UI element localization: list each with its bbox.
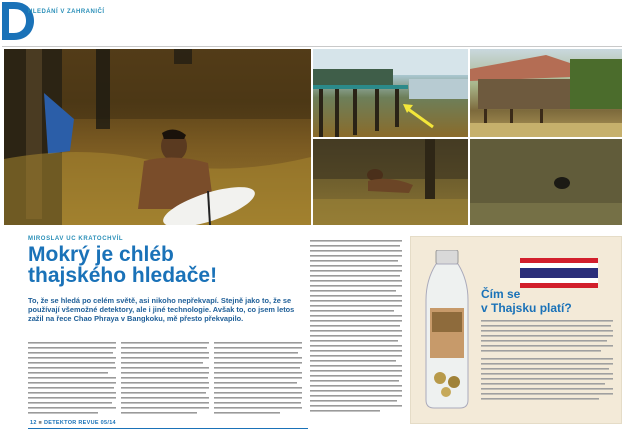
- publication-name: DETEKTOR REVUE 05/14: [44, 420, 116, 426]
- page-number: 12: [30, 420, 37, 426]
- header-rule: [2, 46, 622, 47]
- sidebar-title: [481, 287, 616, 315]
- sidebar-title-line2: v Thajsku platí?: [481, 301, 572, 315]
- body-column-3: [214, 340, 302, 416]
- photo-pier: [313, 49, 468, 137]
- sidebar-title-line1: Čím se: [481, 287, 521, 301]
- photo-stilt-house: [470, 49, 622, 137]
- photo-diver-head: [470, 139, 622, 225]
- money-jar-image: [418, 250, 476, 410]
- body-column-1: [28, 340, 116, 416]
- thai-flag-icon: [520, 258, 598, 288]
- byline: MIROSLAV UC KRATOCHVÍL: [28, 236, 124, 242]
- magazine-logo: [0, 0, 36, 42]
- photo-swimmer: [313, 139, 468, 225]
- body-column-4: [310, 238, 402, 418]
- lede-paragraph: To, že se hledá po celém světě, asi nikoho nepřekvapí. Stejně jako to, že se používají všemožné detektory, ale i jiné technologie. Avšak to, co jsem letos zažil na řece Chao Phraya v Bangkoku, mě přesto překvapilo.: [28, 296, 295, 323]
- page-footer: 12 ■ DETEKTOR REVUE 05/14: [30, 420, 116, 426]
- section-label: HLEDÁNÍ V ZAHRANIČÍ: [28, 9, 105, 15]
- body-column-2: [121, 340, 209, 416]
- footer-rule: [28, 428, 308, 429]
- photo-separator: [0, 226, 624, 232]
- headline-line1: Mokrý je chléb: [28, 243, 174, 266]
- main-photo-diver-with-board: [4, 49, 311, 225]
- headline: [28, 244, 288, 286]
- headline-line2: thajského hledače!: [28, 264, 218, 287]
- sidebar-body-text: [481, 318, 613, 414]
